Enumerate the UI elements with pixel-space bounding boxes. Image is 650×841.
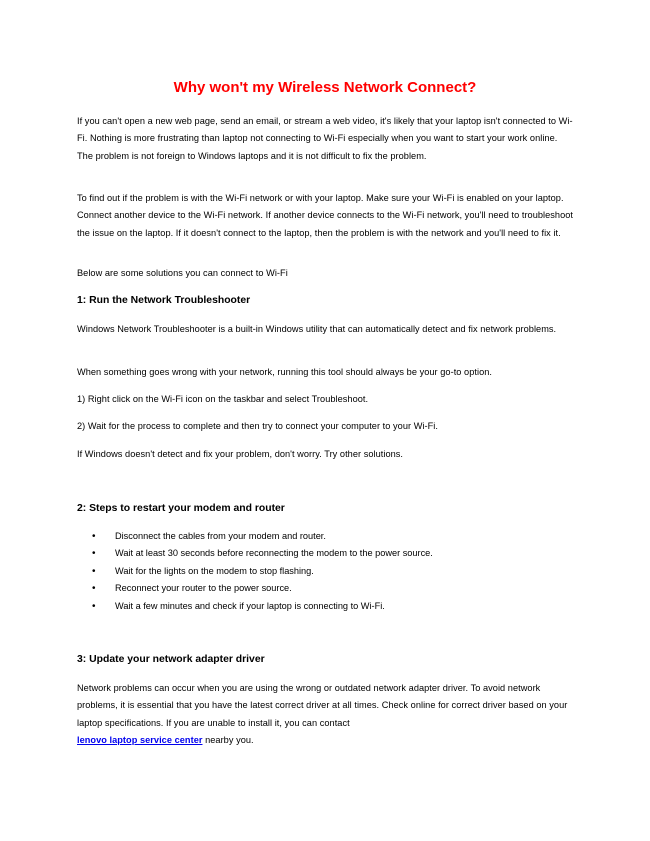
list-item	[77, 563, 575, 580]
list-item-text: Wait for the lights on the modem to stop flashing.	[115, 565, 314, 576]
bullet-icon: •	[92, 548, 96, 560]
bullet-icon: •	[92, 583, 96, 595]
list-item	[77, 580, 575, 597]
service-center-link[interactable]: lenovo laptop service center	[77, 735, 203, 746]
list-item-text: Wait at least 30 seconds before reconnecting the modem to the power source.	[115, 548, 433, 559]
list-item	[77, 598, 575, 615]
list-item-text: Reconnect your router to the power source.	[115, 583, 292, 594]
section1-paragraph-1: Windows Network Troubleshooter is a built-in Windows utility that can automatically detect and fix network problems.	[77, 324, 557, 334]
section3-paragraph	[77, 680, 575, 750]
list-item-text: Disconnect the cables from your modem and router.	[115, 531, 326, 541]
section1-step-2: 2) Wait for the process to complete and then try to connect your computer to your Wi-Fi.	[77, 421, 438, 431]
section3-paragraph-end: nearby you.	[202, 735, 254, 746]
page-title: Why won't my Wireless Network Connect?	[173, 79, 477, 96]
section1-paragraph-3: If Windows doesn't detect and fix your problem, don't worry. Try other solutions.	[77, 449, 404, 459]
list-item	[77, 545, 575, 562]
restart-steps-list	[77, 528, 575, 615]
intro-paragraph: If you can't open a new web page, send an email, or stream a web video, it's likely that your laptop isn't connected to Wi-Fi. Nothing is more frustrating than laptop not connecting to Wi-Fi especially when you want to start your work online. The problem is not foreign to Windows laptops and it is not difficult to fix the problem.	[77, 116, 573, 161]
section3-paragraph-text: Network problems can occur when you are using the wrong or outdated network adapter driver. To avoid network problems, it is essential that you have the latest correct driver at all times. Check online for correct driver based on your laptop specifications. If you are unable to install it, you can contact	[77, 683, 568, 728]
section1-heading: 1: Run the Network Troubleshooter	[77, 295, 251, 306]
section3-heading: 3: Update your network adapter driver	[77, 654, 265, 665]
check-paragraph: To find out if the problem is with the Wi-Fi network or with your laptop. Make sure your Wi-Fi is enabled on your laptop. Connect another device to the Wi-Fi network. If another device connects to the Wi-Fi network, you'll need to troubleshoot the issue on the laptop. If it doesn't connect to the laptop, then the problem is with the network and you'll need to fix it.	[77, 193, 574, 238]
bullet-icon: •	[92, 565, 96, 577]
list-item-text: Wait a few minutes and check if your laptop is connecting to Wi-Fi.	[115, 600, 385, 611]
bullet-icon: •	[92, 600, 96, 612]
section2-heading: 2: Steps to restart your modem and router	[77, 503, 285, 514]
section1-step-1: 1) Right click on the Wi-Fi icon on the taskbar and select Troubleshoot.	[77, 394, 369, 404]
bullet-icon: •	[92, 531, 96, 542]
section1-paragraph-2: When something goes wrong with your network, running this tool should always be your go-to option.	[77, 367, 492, 377]
solutions-intro: Below are some solutions you can connect to Wi-Fi	[77, 268, 288, 278]
list-item	[77, 528, 575, 545]
